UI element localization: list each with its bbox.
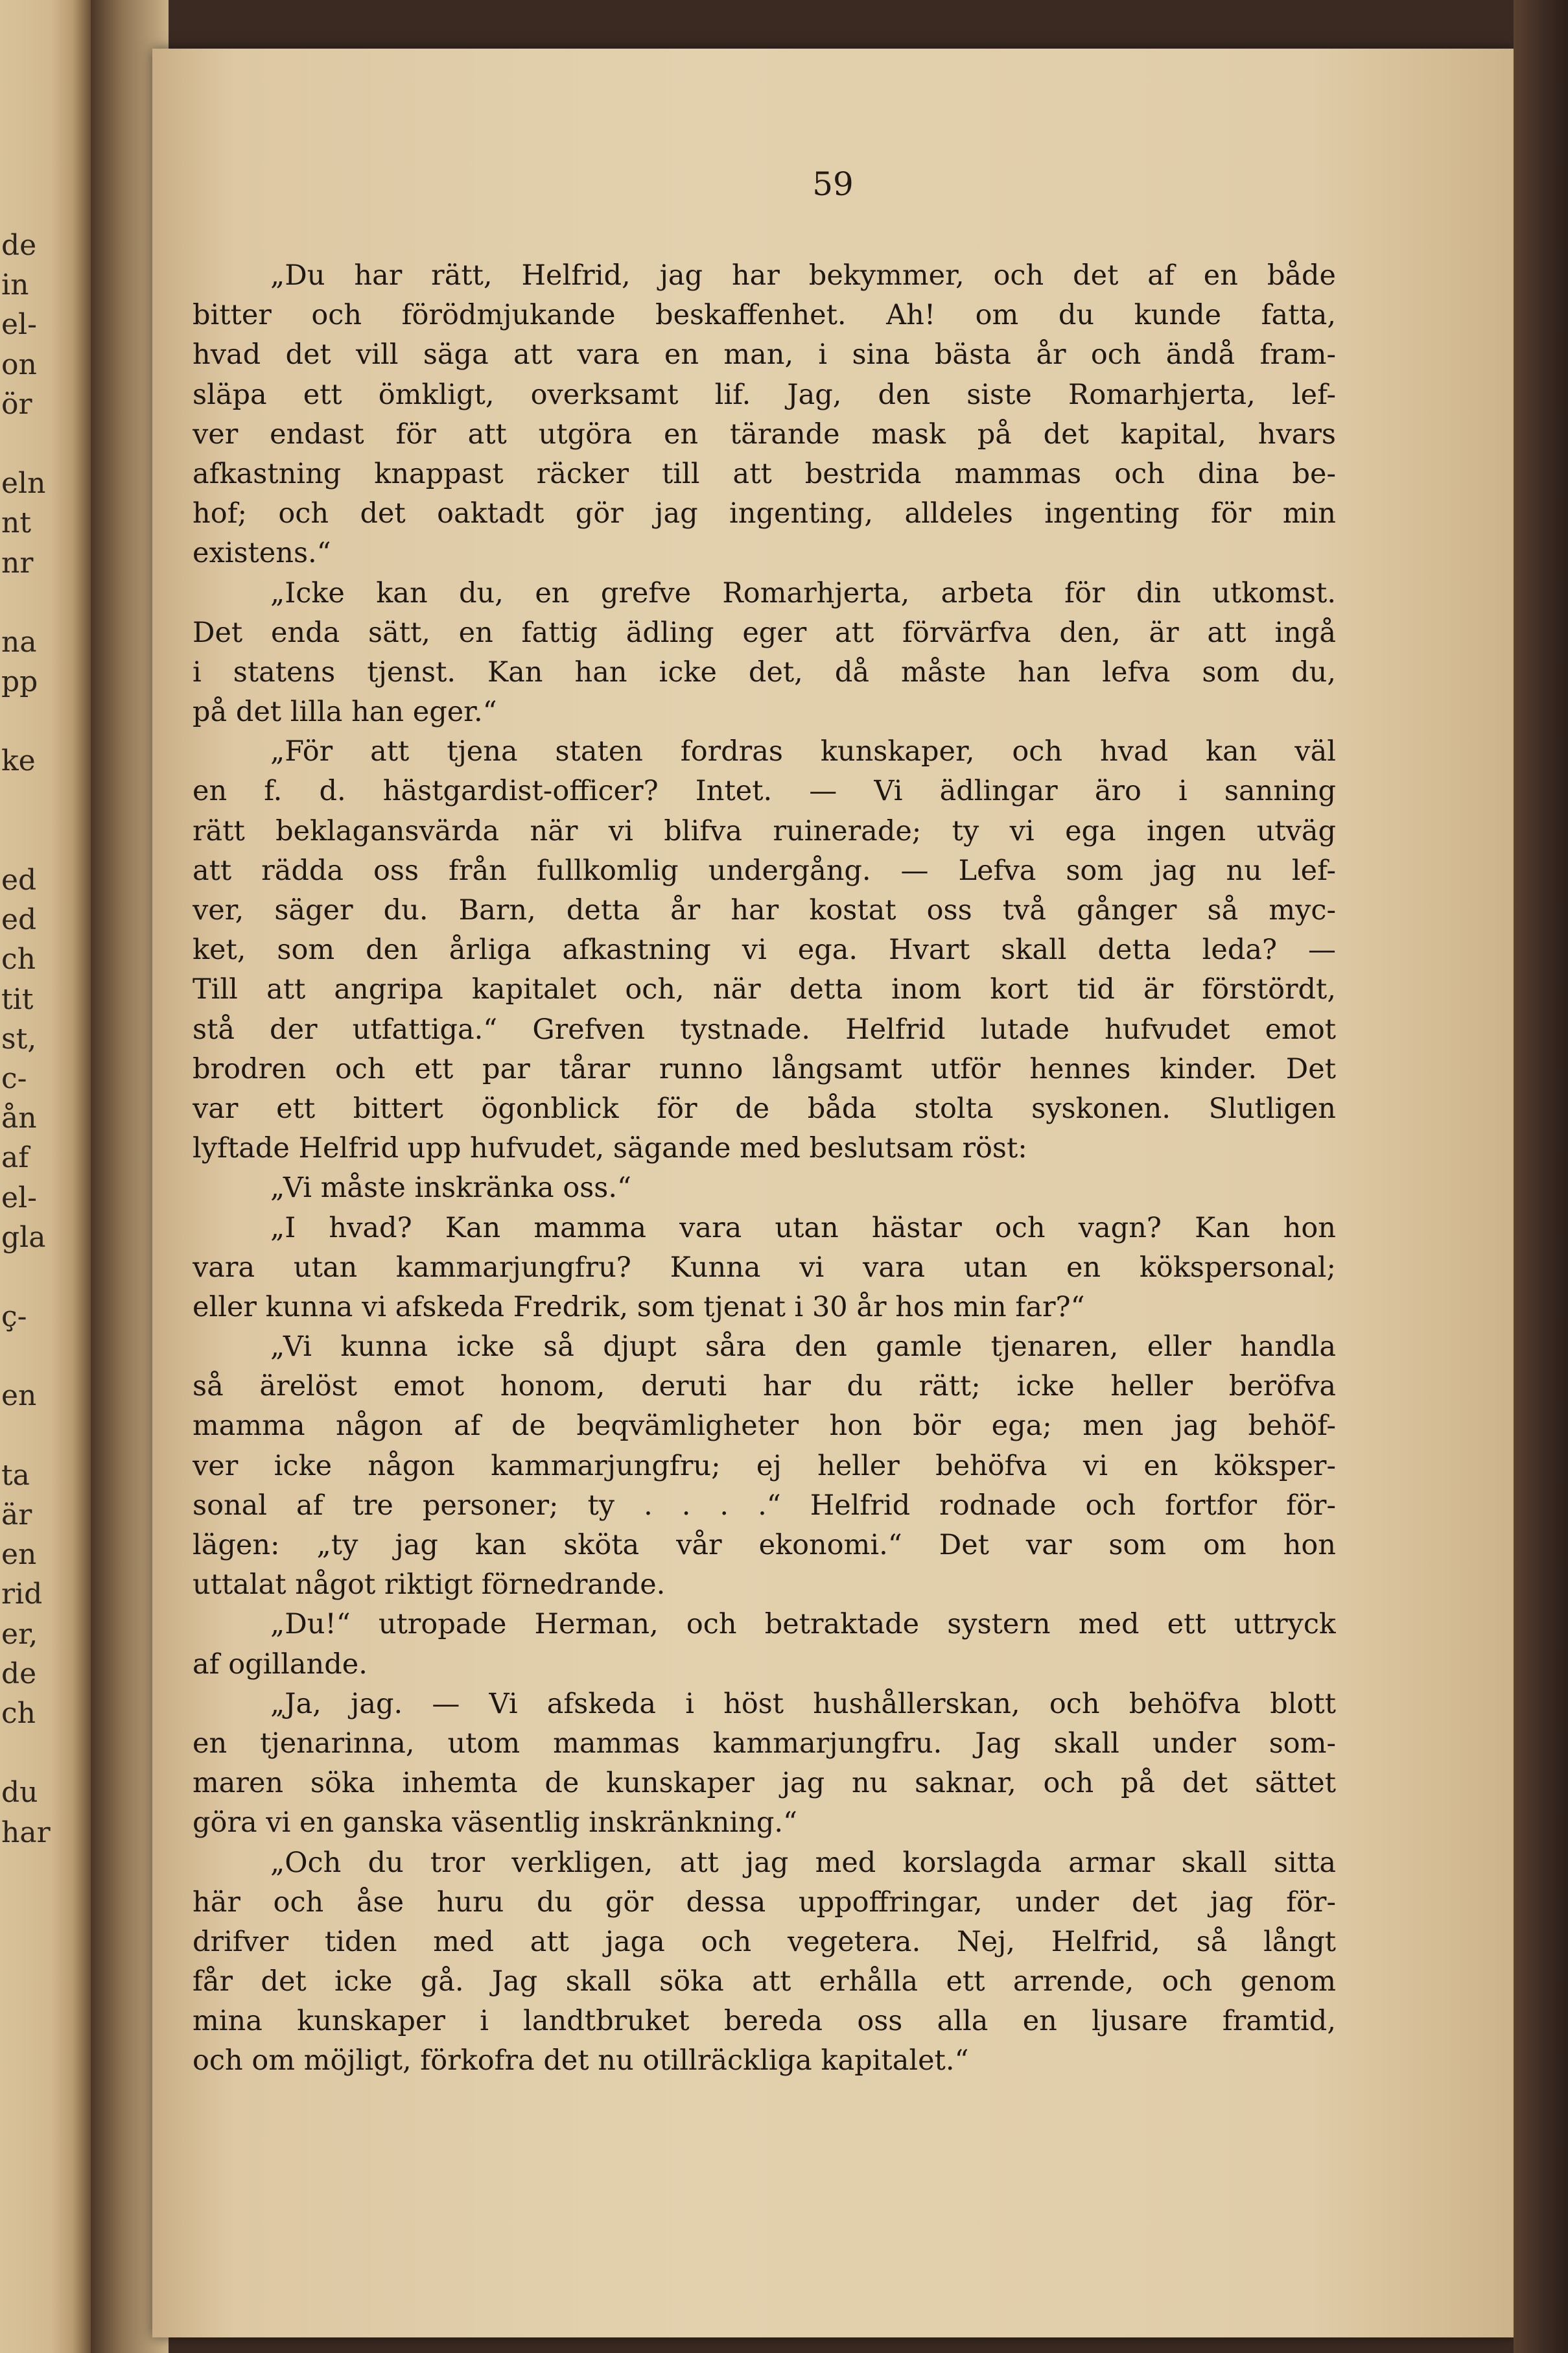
text-line: får det icke gå. Jag skall söka att erhålla ett arrende, och genom bbox=[193, 1965, 1336, 1998]
text-line: lägen: „ty jag kan sköta vår ekonomi.“ Det var som om hon bbox=[193, 1529, 1336, 1561]
text-line: „I hvad? Kan mamma vara utan hästar och vagn? Kan hon bbox=[270, 1211, 1336, 1244]
text-line: rätt beklagansvärda när vi blifva ruinerade; ty vi ega ingen utväg bbox=[193, 814, 1336, 847]
left-fragment: gla bbox=[1, 1220, 46, 1254]
text-line: ver endast för att utgöra en tärande mask på det kapital, hvars bbox=[193, 418, 1336, 451]
left-fragment: de bbox=[1, 229, 37, 262]
left-fragment: ch bbox=[1, 1696, 36, 1730]
text-line: göra vi en ganska väsentlig inskränkning.“ bbox=[193, 1806, 798, 1839]
left-fragment: ed bbox=[1, 864, 37, 897]
left-fragment: in bbox=[1, 268, 29, 302]
text-line: i statens tjenst. Kan han icke det, då måste han lefva som du, bbox=[193, 656, 1336, 689]
book-page bbox=[152, 49, 1514, 2337]
left-fragment bbox=[0, 424, 78, 464]
text-line: på det lilla han eger.“ bbox=[193, 696, 497, 729]
left-fragment: ke bbox=[1, 744, 36, 778]
body-text bbox=[193, 256, 1336, 2081]
left-fragment: pp bbox=[1, 665, 38, 699]
text-line: lyftade Helfrid upp hufvudet, sägande med beslutsam röst: bbox=[193, 1132, 1027, 1165]
text-line: uttalat något riktigt förnedrande. bbox=[193, 1568, 666, 1602]
text-line: vara utan kammarjungfru? Kunna vi vara utan en kökspersonal; bbox=[193, 1251, 1336, 1284]
page-number: 59 bbox=[812, 165, 854, 203]
left-fragment bbox=[0, 821, 78, 860]
text-line: en f. d. hästgardist-officer? Intet. — Vi ädlingar äro i sanning bbox=[193, 775, 1336, 808]
left-fragment: de bbox=[1, 1657, 37, 1690]
text-line: af ogillande. bbox=[193, 1648, 368, 1681]
left-fragment: ch bbox=[1, 943, 36, 976]
left-fragment: ç- bbox=[1, 1300, 27, 1334]
left-page-text-fragments bbox=[0, 0, 78, 1852]
text-line: och om möjligt, förkofra det nu otillräckliga kapitalet.“ bbox=[193, 2044, 969, 2077]
text-line: „Icke kan du, en grefve Romarhjerta, arbeta för din utkomst. bbox=[270, 576, 1336, 609]
left-fragment: är bbox=[1, 1498, 32, 1531]
text-line: brodren och ett par tårar runno långsamt utför hennes kinder. Det bbox=[193, 1052, 1336, 1085]
text-line: „Ja, jag. — Vi afskeda i höst hushållerskan, och behöfva blott bbox=[270, 1687, 1336, 1720]
left-fragment: har bbox=[1, 1815, 51, 1849]
text-line: afkastning knappast räcker till att bestrida mammas och dina be- bbox=[193, 457, 1336, 490]
text-line: släpa ett ömkligt, overksamt lif. Jag, den siste Romarhjerta, lef- bbox=[193, 378, 1336, 411]
left-fragment: na bbox=[1, 625, 37, 659]
text-line: sonal af tre personer; ty . . . .“ Helfrid rodnade och fortfor för- bbox=[193, 1489, 1336, 1522]
text-line: hof; och det oaktadt gör jag ingenting, alldeles ingenting för min bbox=[193, 497, 1336, 530]
left-fragment: af bbox=[1, 1141, 29, 1175]
left-fragment bbox=[0, 1733, 78, 1773]
left-fragment bbox=[0, 1257, 78, 1297]
left-fragment bbox=[0, 1336, 78, 1376]
left-fragment: en bbox=[1, 1538, 37, 1572]
text-line: maren söka inhemta de kunskaper jag nu saknar, och på det sättet bbox=[193, 1767, 1336, 1800]
left-fragment: nt bbox=[1, 506, 32, 540]
left-fragment: ta bbox=[1, 1458, 30, 1492]
text-line: här och åse huru du gör dessa uppoffringar, under det jag för- bbox=[193, 1886, 1336, 1919]
text-line: ver, säger du. Barn, detta år har kostat oss två gånger så myc- bbox=[193, 894, 1336, 927]
text-line: mamma någon af de beqvämligheter hon bör ega; men jag behöf- bbox=[193, 1410, 1336, 1443]
text-line: drifver tiden med att jaga och vegetera. Nej, Helfrid, så långt bbox=[193, 1925, 1336, 1958]
left-fragment: ed bbox=[1, 903, 37, 937]
left-fragment: on bbox=[1, 348, 37, 381]
left-fragment bbox=[0, 702, 78, 741]
text-line: stå der utfattiga.“ Grefven tystnade. Helfrid lutade hufvudet emot bbox=[193, 1013, 1336, 1046]
text-line: bitter och förödmjukande beskaffenhet. Ah! om du kunde fatta, bbox=[193, 299, 1336, 332]
left-fragment: ör bbox=[1, 387, 32, 421]
left-fragment: er, bbox=[1, 1617, 38, 1651]
text-line: Till att angripa kapitalet och, när detta inom kort tid är förstördt, bbox=[193, 973, 1336, 1006]
text-line: hvad det vill säga att vara en man, i sina bästa år och ändå fram- bbox=[193, 338, 1336, 372]
left-fragment bbox=[0, 583, 78, 622]
left-fragment bbox=[0, 1416, 78, 1456]
text-line: ket, som den årliga afkastning vi ega. Hvart skall detta leda? — bbox=[193, 934, 1336, 967]
text-line: mina kunskaper i landtbruket bereda oss alla en ljusare framtid, bbox=[193, 2005, 1336, 2038]
text-line: en tjenarinna, utom mammas kammarjungfru. Jag skall under som- bbox=[193, 1727, 1336, 1760]
book-cover-edge bbox=[1514, 0, 1568, 2353]
text-line: existens.“ bbox=[193, 537, 331, 570]
text-line: Det enda sätt, en fattig ädling eger att förvärfva den, är att ingå bbox=[193, 616, 1336, 649]
left-fragment: ån bbox=[1, 1102, 37, 1135]
text-line: „För att tjena staten fordras kunskaper, och hvad kan väl bbox=[270, 735, 1336, 768]
left-fragment: rid bbox=[1, 1578, 43, 1611]
left-fragment bbox=[0, 781, 78, 821]
left-page-edge bbox=[0, 0, 91, 2353]
text-line: var ett bittert ögonblick för de båda stolta syskonen. Slutligen bbox=[193, 1092, 1336, 1125]
text-line: så ärelöst emot honom, deruti har du rätt; icke heller beröfva bbox=[193, 1370, 1336, 1403]
left-fragment: tit bbox=[1, 982, 34, 1016]
left-fragment: en bbox=[1, 1379, 37, 1413]
text-line: „Och du tror verkligen, att jag med korslagda armar skall sitta bbox=[270, 1846, 1336, 1879]
text-line: „Du!“ utropade Herman, och betraktade systern med ett uttryck bbox=[270, 1608, 1336, 1641]
text-line: „Vi måste inskränka oss.“ bbox=[270, 1172, 632, 1205]
left-fragment: nr bbox=[1, 546, 34, 580]
left-fragment: el- bbox=[1, 1181, 37, 1214]
left-fragment: st, bbox=[1, 1022, 37, 1056]
text-line: att rädda oss från fullkomlig undergång. — Lefva som jag nu lef- bbox=[193, 854, 1336, 887]
text-line: „Vi kunna icke så djupt såra den gamle tjenaren, eller handla bbox=[270, 1330, 1336, 1364]
left-fragment: c- bbox=[1, 1061, 27, 1095]
left-fragment: el- bbox=[1, 308, 37, 342]
left-fragment: du bbox=[1, 1776, 38, 1810]
text-line: ver icke någon kammarjungfru; ej heller behöfva vi en köksper- bbox=[193, 1449, 1336, 1482]
text-line: eller kunna vi afskeda Fredrik, som tjenat i 30 år hos min far?“ bbox=[193, 1290, 1085, 1323]
text-line: „Du har rätt, Helfrid, jag har bekymmer, och det af en både bbox=[270, 259, 1336, 292]
left-fragment: eln bbox=[1, 467, 46, 501]
